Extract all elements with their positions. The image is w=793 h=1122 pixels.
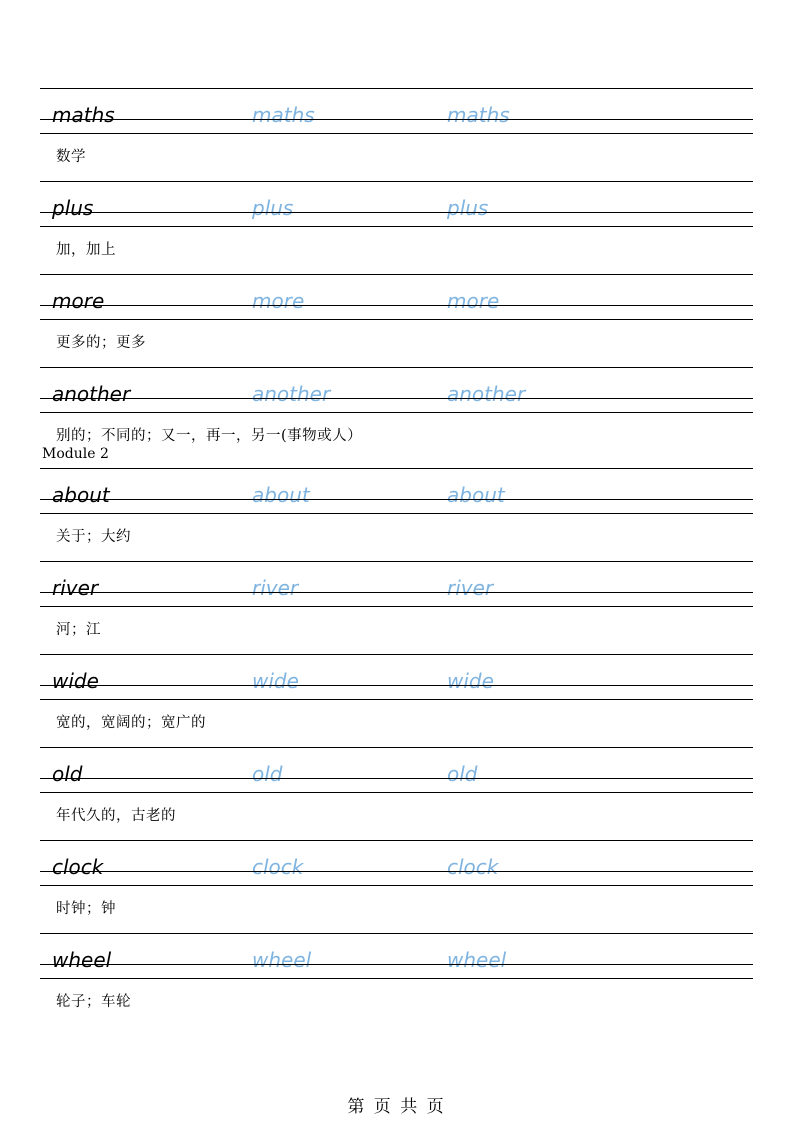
word-trace-2: about xyxy=(447,483,505,507)
word-trace-1: about xyxy=(252,483,310,507)
word-text: maths xyxy=(52,103,115,127)
word-meaning: 关于；大约 xyxy=(56,529,131,545)
word-trace-2: maths xyxy=(447,103,510,127)
word-trace-1: more xyxy=(252,289,305,313)
word-meaning: 加，加上 xyxy=(56,242,116,258)
word-row[interactable] xyxy=(40,933,753,979)
word-text: river xyxy=(52,576,99,600)
word-trace-1: plus xyxy=(252,196,294,220)
word-text: more xyxy=(52,289,105,313)
word-trace-2: more xyxy=(447,289,500,313)
word-row[interactable] xyxy=(40,654,753,700)
word-row[interactable] xyxy=(40,88,753,134)
word-text: plus xyxy=(52,196,94,220)
word-trace-2: plus xyxy=(447,196,489,220)
word-trace-1: old xyxy=(252,762,283,786)
word-meaning: 别的；不同的；又一，再一，另一(事物或人） xyxy=(56,428,363,444)
word-trace-1: wide xyxy=(252,669,299,693)
word-meaning: 更多的；更多 xyxy=(56,335,146,351)
word-text: wheel xyxy=(52,948,112,972)
word-trace-1: clock xyxy=(252,855,304,879)
word-row[interactable] xyxy=(40,181,753,227)
word-trace-1: wheel xyxy=(252,948,312,972)
module-label: Module 2 xyxy=(42,446,109,462)
word-trace-2: old xyxy=(447,762,478,786)
word-row[interactable] xyxy=(40,274,753,320)
word-text: wide xyxy=(52,669,99,693)
word-meaning: 数学 xyxy=(56,149,86,165)
word-meaning: 河；江 xyxy=(56,622,101,638)
word-meaning: 轮子；车轮 xyxy=(56,994,131,1010)
word-trace-2: wide xyxy=(447,669,494,693)
word-text: about xyxy=(52,483,110,507)
word-trace-2: another xyxy=(447,382,526,406)
word-row[interactable] xyxy=(40,840,753,886)
word-row[interactable] xyxy=(40,561,753,607)
word-trace-1: river xyxy=(252,576,299,600)
word-practice-sheet xyxy=(40,88,753,1026)
word-text: clock xyxy=(52,855,104,879)
word-text: another xyxy=(52,382,131,406)
word-meaning: 年代久的，古老的 xyxy=(56,808,176,824)
word-trace-1: another xyxy=(252,382,331,406)
word-meaning: 宽的，宽阔的；宽广的 xyxy=(56,715,206,731)
word-row[interactable] xyxy=(40,468,753,514)
word-trace-2: clock xyxy=(447,855,499,879)
word-trace-2: river xyxy=(447,576,494,600)
word-text: old xyxy=(52,762,83,786)
page-footer: 第 页 共 页 xyxy=(347,1097,446,1117)
word-row[interactable] xyxy=(40,367,753,413)
word-trace-2: wheel xyxy=(447,948,507,972)
word-meaning: 时钟；钟 xyxy=(56,901,116,917)
word-row[interactable] xyxy=(40,747,753,793)
word-trace-1: maths xyxy=(252,103,315,127)
